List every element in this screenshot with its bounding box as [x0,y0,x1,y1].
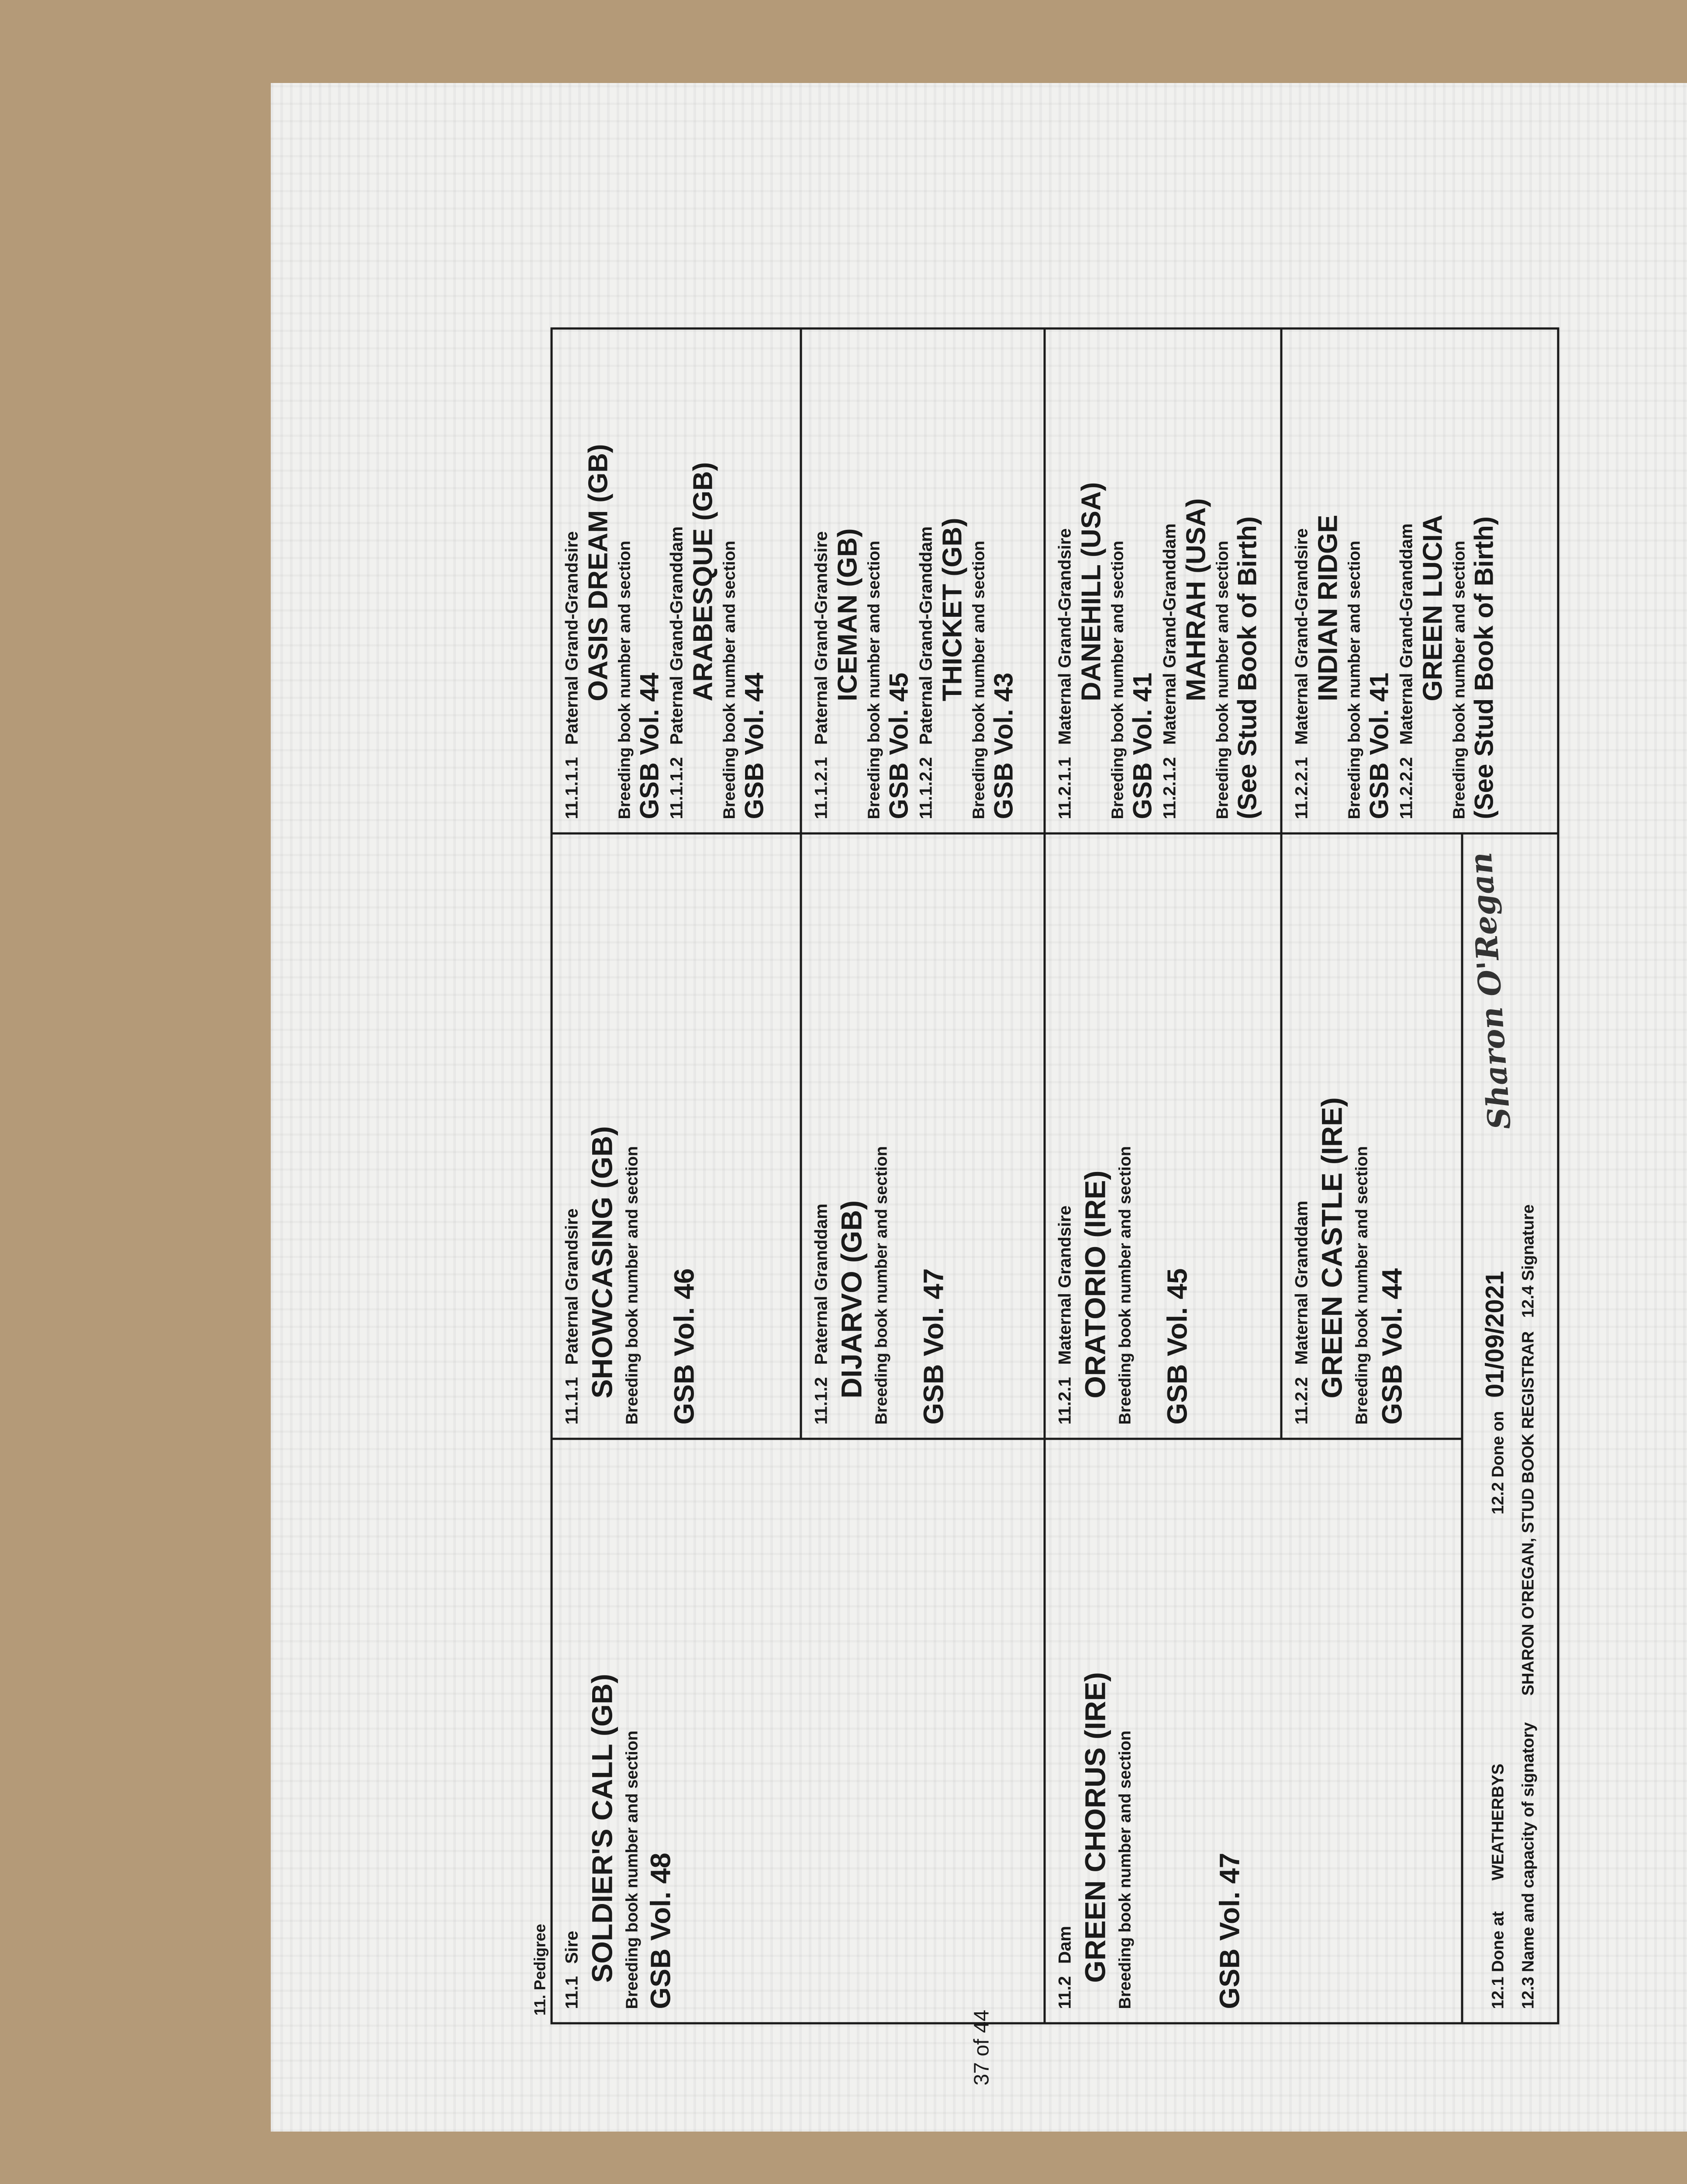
ggp-vol: GSB Vol. 44 [739,672,769,819]
done-at-value: WEATHERBYS [1489,1763,1508,1881]
gp-label: Maternal Grandsire [1055,1205,1075,1365]
ggp-label: Maternal Grand-Grandsire [1055,528,1075,745]
page-number: 37 of 44 [970,2010,994,2086]
sire-name: SOLDIER'S CALL (GB) [586,1674,618,1983]
dam-number: 11.2 [1055,1976,1075,2009]
ggp-vol: GSB Vol. 41 [1364,672,1394,819]
registration-footer [1461,833,1559,2025]
ggp-name: THICKET (GB) [937,518,968,702]
gp-vol: GSB Vol. 44 [1376,1268,1408,1425]
great-grandparent-cell [551,328,802,835]
gp-number: 11.1.2 [811,1377,831,1425]
book-label: Breeding book number and section [1116,1146,1135,1425]
book-label: Breeding book number and section [969,540,988,819]
ggp-vol: GSB Vol. 44 [635,672,664,819]
dam-label: Dam [1055,1926,1075,1964]
book-label: Breeding book number and section [1213,540,1232,819]
great-grandparent-cell [1044,328,1283,835]
gp-vol: GSB Vol. 46 [668,1268,700,1425]
done-on-label: 12.2 Done on [1489,1411,1508,1515]
ggp-label: Maternal Grand-Grandsire [1292,528,1311,745]
book-label: Breeding book number and section [1108,540,1127,819]
document-page [271,83,1687,2132]
done-on-value: 01/09/2021 [1480,1271,1509,1398]
gp-label: Paternal Grandsire [562,1208,582,1365]
ggp-name: INDIAN RIDGE [1313,515,1343,702]
book-label: Breeding book number and section [1116,1730,1135,2009]
gp-name: SHOWCASING (GB) [586,1126,618,1399]
done-at-label: 12.1 Done at [1489,1911,1508,2009]
ggp-label: Maternal Grand-Granddam [1160,523,1180,745]
ggp-name: MAHRAH (USA) [1181,498,1211,702]
gp-number: 11.2.2 [1292,1377,1311,1425]
ggp-number: 11.1.1.1 [562,757,582,819]
ggp-name: ARABESQUE (GB) [688,462,718,702]
dam-vol: GSB Vol. 47 [1214,1852,1245,2009]
ggp-number: 11.2.1.2 [1160,757,1180,819]
book-label: Breeding book number and section [623,1730,642,2009]
book-label: Breeding book number and section [720,540,739,819]
gp-name: GREEN CASTLE (IRE) [1315,1097,1348,1399]
ggp-name: ICEMAN (GB) [832,528,863,702]
gp-number: 11.2.1 [1055,1377,1075,1425]
grandparent-cell [1044,833,1283,1440]
ggp-name: DANEHILL (USA) [1076,482,1107,702]
ggp-vol: (See Stud Book of Birth) [1469,516,1499,819]
great-grandparent-cell [1280,328,1559,835]
ggp-number: 11.2.2.1 [1292,757,1311,819]
gp-number: 11.1.1 [562,1377,582,1425]
sire-cell [551,1438,1046,2025]
sire-vol: GSB Vol. 48 [645,1852,676,2009]
gp-label: Maternal Granddam [1292,1200,1311,1365]
dam-cell [1044,1438,1463,2025]
pedigree-table [531,328,1559,2086]
ggp-label: Paternal Grand-Grandsire [562,531,582,745]
ggp-name: GREEN LUCIA [1418,515,1448,702]
ggp-vol: GSB Vol. 45 [884,672,914,819]
book-label: Breeding book number and section [1352,1146,1371,1425]
gp-name: DIJARVO (GB) [835,1200,868,1399]
ggp-label: Paternal Grand-Granddam [667,526,687,745]
ggp-label: Paternal Grand-Granddam [916,526,936,745]
handwritten-signature: Sharon O'Regan [1462,851,1518,1131]
sire-number: 11.1 [562,1976,582,2009]
book-label: Breeding book number and section [872,1146,891,1425]
ggp-number: 11.2.1.1 [1055,757,1075,819]
signatory-value: SHARON O'REGAN, STUD BOOK REGISTRAR [1519,1331,1538,1696]
book-label: Breeding book number and section [615,540,634,819]
gp-label: Paternal Granddam [811,1203,831,1365]
great-grandparent-cell [800,328,1046,835]
ggp-label: Paternal Grand-Grandsire [811,531,831,745]
grandparent-cell [1280,833,1463,1440]
ggp-number: 11.1.2.1 [811,757,831,819]
ggp-vol: GSB Vol. 41 [1128,672,1157,819]
sire-label: Sire [562,1931,582,1964]
ggp-number: 11.2.2.2 [1397,757,1416,819]
book-label: Breeding book number and section [623,1146,642,1425]
book-label: Breeding book number and section [1345,540,1364,819]
gp-vol: GSB Vol. 47 [918,1268,949,1425]
book-label: Breeding book number and section [1450,540,1469,819]
dam-name: GREEN CHORUS (IRE) [1079,1672,1111,1983]
grandparent-cell [551,833,802,1440]
section-title: 11. Pedigree [531,1924,549,2016]
ggp-vol: (See Stud Book of Birth) [1232,516,1262,819]
ggp-number: 11.1.1.2 [667,757,687,819]
signatory-label: 12.3 Name and capacity of signatory [1519,1722,1538,2009]
book-label: Breeding book number and section [865,540,883,819]
ggp-vol: GSB Vol. 43 [989,672,1018,819]
gp-vol: GSB Vol. 45 [1161,1268,1193,1425]
signature-label: 12.4 Signature [1519,1204,1538,1318]
gp-name: ORATORIO (IRE) [1079,1170,1111,1399]
ggp-label: Maternal Grand-Granddam [1397,523,1416,745]
ggp-name: OASIS DREAM (GB) [583,444,614,702]
grandparent-cell [800,833,1046,1440]
ggp-number: 11.1.2.2 [916,757,936,819]
